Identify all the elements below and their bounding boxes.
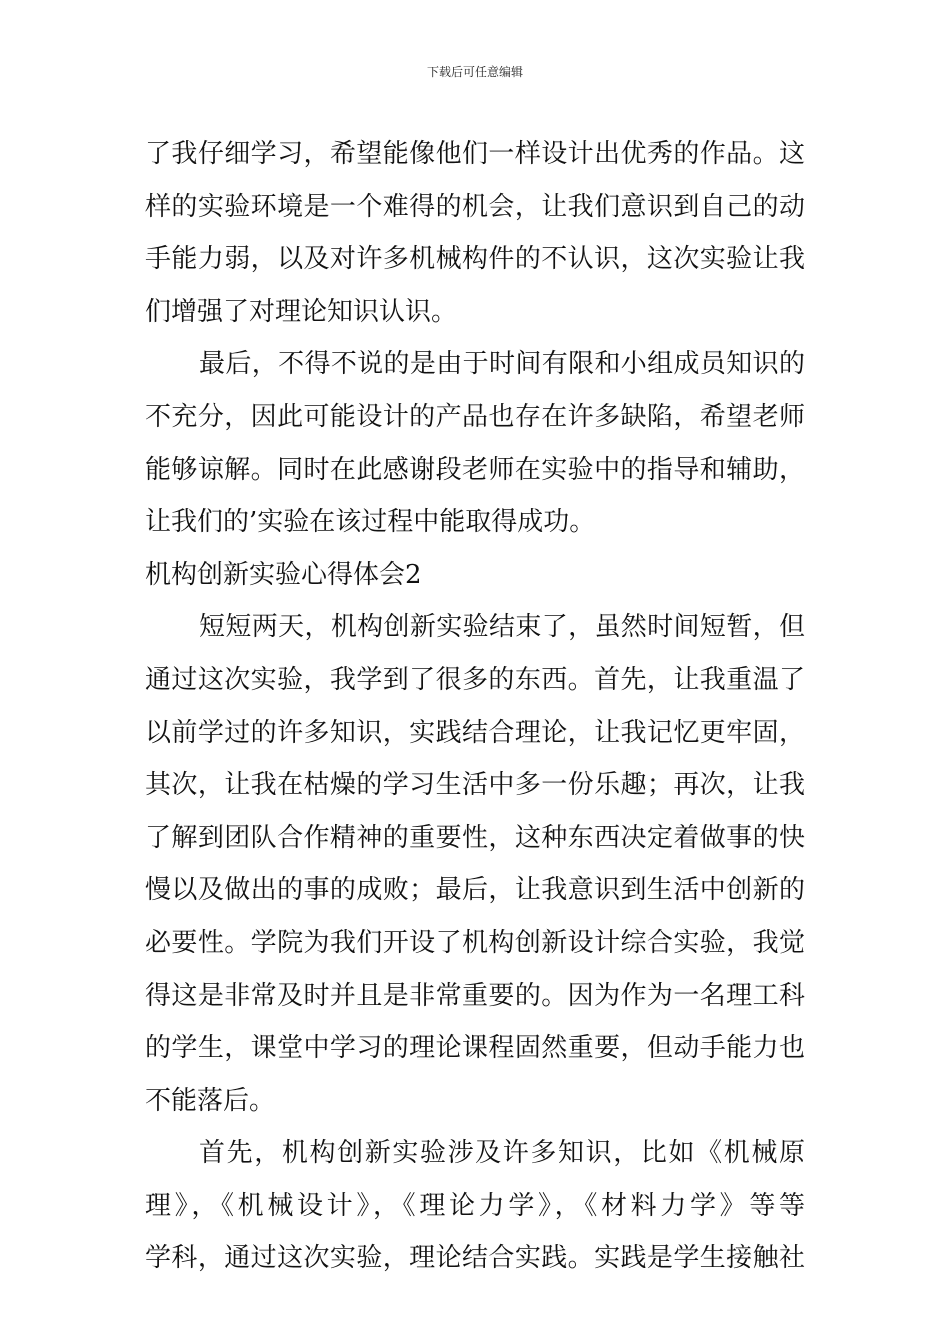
text-line: 不充分，因此可能设计的产品也存在许多缺陷，希望老师 <box>145 401 805 432</box>
document-body <box>145 128 805 1285</box>
text-line: 让我们的’实验在该过程中能取得成功。 <box>145 507 596 538</box>
heading-text: 机构创新实验心得体会2 <box>145 559 422 590</box>
text-line: 必要性。学院为我们开设了机构创新设计综合实验，我觉 <box>145 927 805 958</box>
paragraph <box>145 601 805 1127</box>
text-line: 了我仔细学习，希望能像他们一样设计出优秀的作品。这 <box>145 139 805 169</box>
text-line: 以前学过的许多知识，实践结合理论，让我记忆更牢固， <box>145 717 805 748</box>
text-line: 不能落后。 <box>145 1085 276 1116</box>
text-line: 理》，《机械设计》，《理论力学》，《材料力学》等等 <box>145 1190 805 1221</box>
text-line: 其次，让我在枯燥的学习生活中多一份乐趣；再次，让我 <box>145 770 805 801</box>
text-line: 最后，不得不说的是由于时间有限和小组成员知识的 <box>199 349 805 380</box>
text-line: 短短两天，机构创新实验结束了，虽然时间短暂，但 <box>199 612 805 643</box>
text-line: 手能力弱，以及对许多机械构件的不认识，这次实验让我 <box>145 244 805 275</box>
paragraph <box>145 128 805 338</box>
paragraph <box>145 1127 805 1285</box>
text-line: 得这是非常及时并且是非常重要的。因为作为一名理工科 <box>145 980 805 1011</box>
page-header: 下载后可任意编辑 <box>426 65 523 79</box>
text-line: 们增强了对理论知识认识。 <box>145 296 458 327</box>
text-line: 了解到团队合作精神的重要性，这种东西决定着做事的快 <box>145 822 805 853</box>
section-heading <box>145 549 805 602</box>
text-line: 能够谅解。同时在此感谢段老师在实验中的指导和辅助， <box>145 454 805 485</box>
text-line: 样的实验环境是一个难得的机会，让我们意识到自己的动 <box>145 191 805 222</box>
text-line: 的学生，课堂中学习的理论课程固然重要，但动手能力也 <box>145 1033 805 1064</box>
paragraph <box>145 338 805 548</box>
text-line: 慢以及做出的事的成败；最后，让我意识到生活中创新的 <box>145 875 805 906</box>
text-line: 学科，通过这次实验，理论结合实践。实践是学生接触社 <box>145 1243 805 1274</box>
text-line: 首先，机构创新实验涉及许多知识，比如《机械原 <box>199 1138 805 1169</box>
text-line: 通过这次实验，我学到了很多的东西。首先，让我重温了 <box>145 664 805 695</box>
